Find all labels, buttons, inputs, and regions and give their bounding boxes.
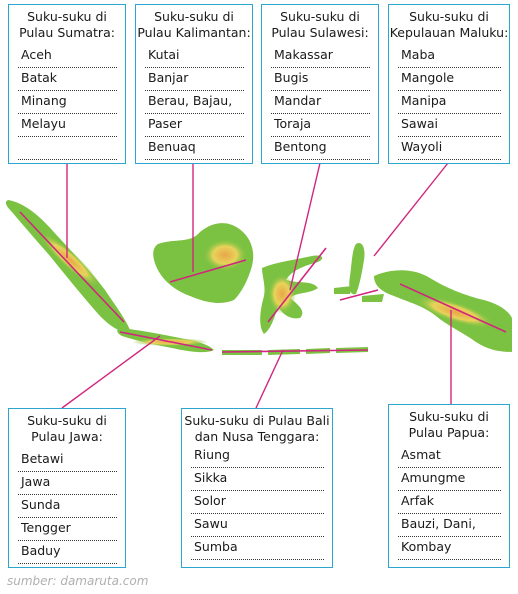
list-item: Tengger: [18, 518, 117, 541]
title-line: Pulau Sumatra:: [19, 25, 115, 40]
list-item: Mandar: [271, 91, 370, 114]
list-item: Benuaq: [145, 137, 244, 160]
list-item: Sunda: [18, 495, 117, 518]
source-caption: sumber: damaruta.com: [7, 574, 149, 588]
title-line: Suku-suku di Pulau Bali: [184, 413, 330, 428]
title-line: Pulau Kalimantan:: [137, 25, 251, 40]
callout-balinusa: [256, 350, 283, 408]
list: [262, 45, 378, 160]
list-item: Bauzi, Dani,: [398, 514, 501, 537]
list: [389, 445, 509, 560]
box-papua: [388, 404, 510, 568]
list-item: Amungme: [398, 468, 501, 491]
list-item: Sawai: [398, 114, 501, 137]
list-item: Sawu: [191, 514, 324, 537]
list-item: [18, 137, 117, 160]
title-line: Suku-suku di: [27, 9, 107, 24]
list-item: Minang: [18, 91, 117, 114]
title-line: Pulau Jawa:: [31, 429, 103, 444]
list-item: Maba: [398, 45, 501, 68]
list-item: Betawi: [18, 449, 117, 472]
box-sumatra-title: [9, 9, 125, 41]
list: [9, 449, 125, 564]
box-jawa: [8, 408, 126, 568]
list-item: Toraja: [271, 114, 370, 137]
list-item: Berau, Bajau,: [145, 91, 244, 114]
list-item: Manipa: [398, 91, 501, 114]
title-line: Pulau Sulawesi:: [271, 25, 369, 40]
title-line: Kepulauan Maluku:: [389, 25, 509, 40]
list-item: Asmat: [398, 445, 501, 468]
box-sumatra: [8, 4, 126, 164]
list-item: Sikka: [191, 468, 324, 491]
callout-sulawesi: [290, 163, 320, 290]
list-item: Banjar: [145, 68, 244, 91]
box-papua-title: [389, 409, 509, 441]
box-balinusa-title: [182, 413, 332, 445]
list-item: Mangole: [398, 68, 501, 91]
list: [182, 445, 332, 560]
title-line: dan Nusa Tenggara:: [194, 429, 320, 444]
title-line: Suku-suku di: [409, 9, 489, 24]
list: [9, 45, 125, 160]
title-line: Suku-suku di: [27, 413, 107, 428]
list: [136, 45, 252, 160]
callout-maluku: [374, 163, 448, 256]
list-item: Batak: [18, 68, 117, 91]
list-item: Arfak: [398, 491, 501, 514]
list-item: Kutai: [145, 45, 244, 68]
title-line: Suku-suku di: [280, 9, 360, 24]
callout-jawa: [62, 336, 160, 408]
box-kalimantan: [135, 4, 253, 164]
list-item: Makassar: [271, 45, 370, 68]
list-item: Sumba: [191, 537, 324, 560]
box-kalimantan-title: [136, 9, 252, 41]
box-balinusa: [181, 408, 333, 568]
list-item: Wayoli: [398, 137, 501, 160]
list-item: Jawa: [18, 472, 117, 495]
list-item: Bentong: [271, 137, 370, 160]
box-sulawesi-title: [262, 9, 378, 41]
sumatra-highland: [35, 227, 105, 292]
list-item: Riung: [191, 445, 324, 468]
box-maluku-title: [389, 9, 509, 41]
list-item: Melayu: [18, 114, 117, 137]
list: [389, 45, 509, 160]
title-line: Suku-suku di: [154, 9, 234, 24]
list-item: Bugis: [271, 68, 370, 91]
list-item: Kombay: [398, 537, 501, 560]
list-item: Baduy: [18, 541, 117, 564]
title-line: Pulau Papua:: [408, 425, 490, 440]
list-item: Aceh: [18, 45, 117, 68]
list-item: Paser: [145, 114, 244, 137]
list-item: Solor: [191, 491, 324, 514]
box-jawa-title: [9, 413, 125, 445]
box-sulawesi: [261, 4, 379, 164]
box-maluku: [388, 4, 510, 164]
title-line: Suku-suku di: [409, 409, 489, 424]
